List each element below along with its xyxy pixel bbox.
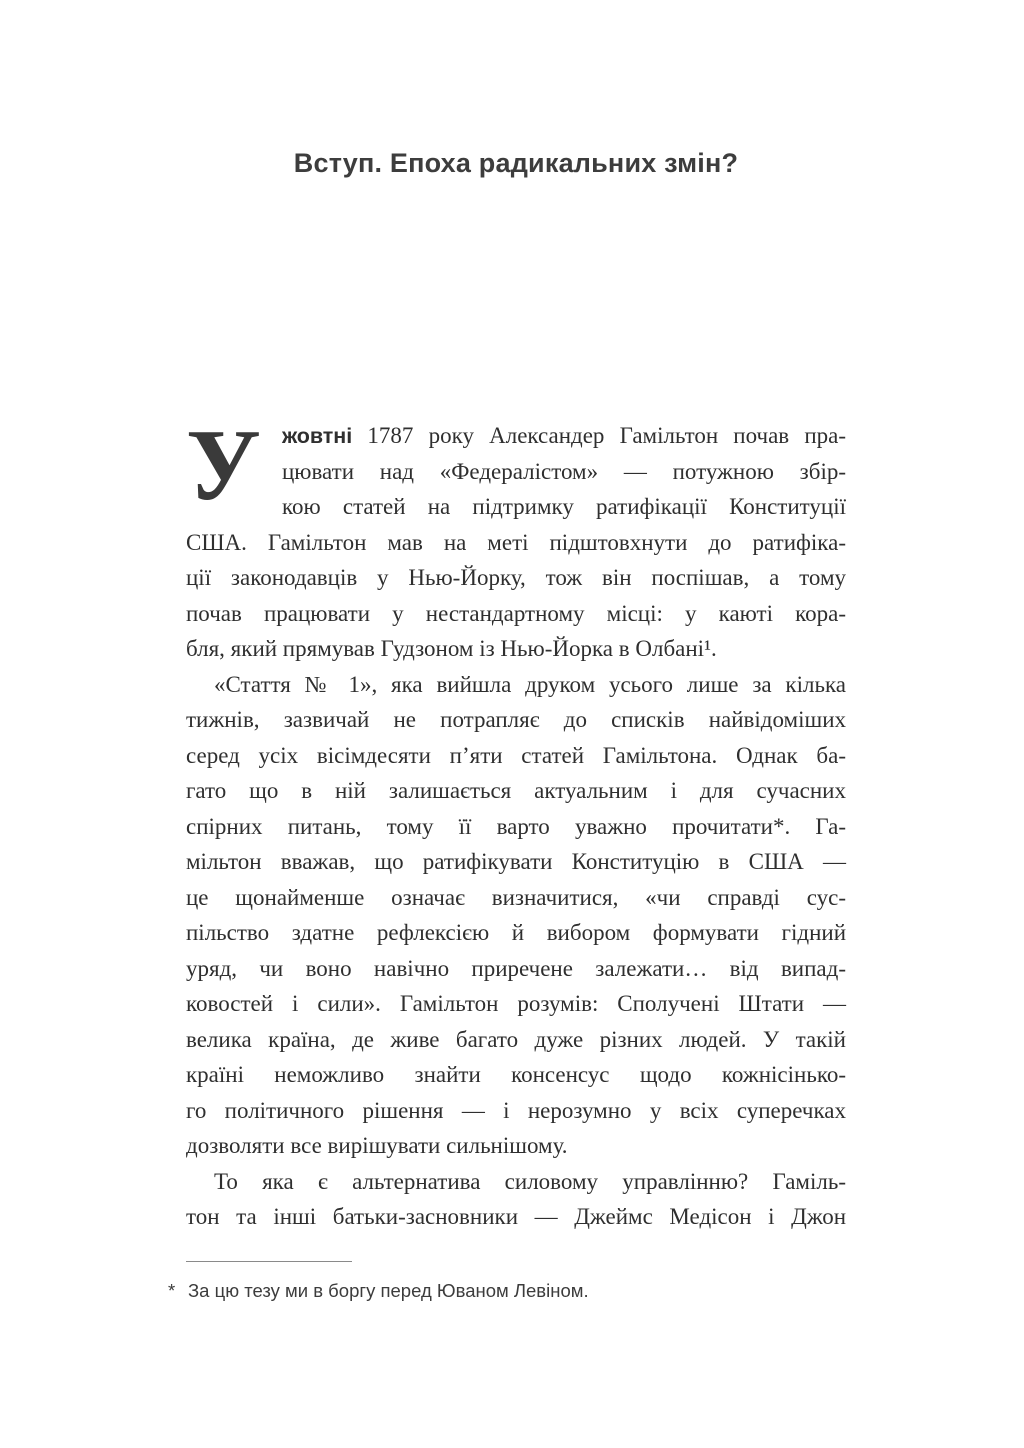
footnote — [168, 1280, 848, 1302]
text-line: уряд, чи воно навічно приречене залежати… від випад- — [186, 955, 846, 981]
text-line: тижнів, зазвичай не потрапляє до списків найвідоміших — [186, 707, 846, 732]
paragraph-2 — [186, 667, 846, 1164]
chapter-title: Вступ. Епоха радикальних змін? — [293, 148, 739, 178]
text-line: країні неможливо знайти консенсус щодо кожнісінько- — [186, 1062, 846, 1087]
text-line: бля, який прямував Гудзоном із Нью-Йорка в Олбані¹. — [186, 636, 717, 661]
text-line-rest: 1787 року Александер Гамільтон почав пра- — [352, 423, 846, 448]
paragraph-3 — [186, 1164, 846, 1235]
paragraph-1 — [186, 409, 846, 667]
text-line: США. Гамільтон мав на меті підштовхнути до ратифіка- — [186, 529, 846, 555]
text-line: велика країна, де живе багато дуже різних людей. У такій — [186, 1026, 846, 1052]
text-line: «Стаття № 1», яка вийшла друком усього лише за кілька — [214, 671, 846, 697]
text-line — [186, 418, 846, 454]
body-text — [186, 409, 846, 1235]
text-line: ковостей і сили». Гамільтон розумів: Сполучені Штати — — [186, 991, 846, 1016]
text-line: То яка є альтернатива силовому управлінню? Гаміль- — [214, 1168, 846, 1194]
text-line: ції законодавців у Нью-Йорку, тож він поспішав, а тому — [186, 565, 846, 590]
text-line: почав працювати у нестандартному місці: у каюті кора- — [186, 600, 846, 626]
lead-word: жовтні — [282, 424, 353, 448]
text-line: серед усіх вісімдесяти п’яти статей Гамільтона. Однак ба- — [186, 742, 846, 768]
text-line: го політичного рішення — і нерозумно у всіх суперечках — [186, 1097, 846, 1123]
text-line: дозволяти все вирішувати сильнішому. — [186, 1133, 568, 1158]
text-line: мільтон вважав, що ратифікувати Конституцію в США — — [186, 849, 846, 874]
footnote-text: За цю тезу ми в боргу перед Юваном Левіном. — [188, 1280, 589, 1301]
text-line: цювати над «Федералістом» — потужною збір- — [282, 458, 846, 484]
text-line: спірних питань, тому її варто уважно прочитати*. Га- — [186, 813, 846, 839]
text-line: тон та інші батьки-засновники — Джеймс Медісон і Джон — [186, 1204, 846, 1229]
text-line: це щонайменше означає визначитися, «чи справді сус- — [186, 884, 846, 910]
text-line: пільство здатне рефлексією й вибором формувати гідний — [186, 920, 846, 945]
footnote-divider — [186, 1261, 352, 1262]
text-line: кою статей на підтримку ратифікації Конституції — [282, 494, 846, 519]
text-line: гато що в ній залишається актуальним і для сучасних — [186, 778, 846, 803]
dropcap-letter: У — [186, 409, 261, 522]
footnote-marker: * — [168, 1280, 176, 1301]
